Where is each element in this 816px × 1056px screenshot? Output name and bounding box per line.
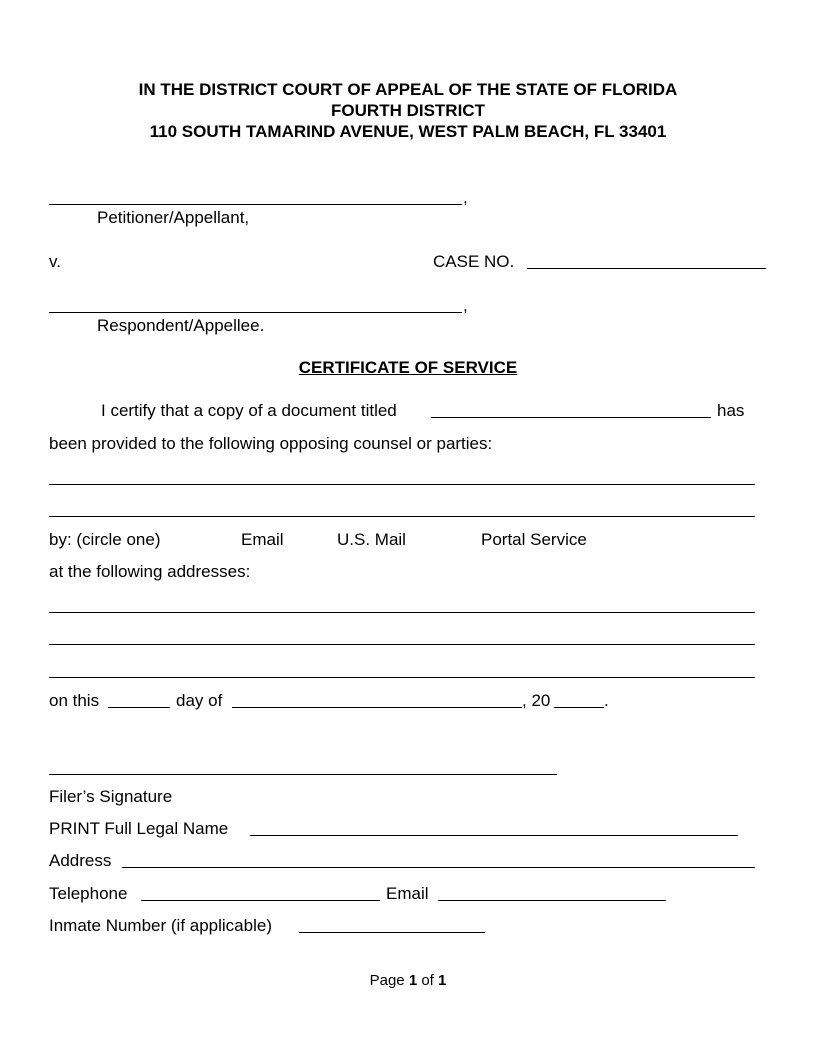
month-line[interactable]	[232, 707, 522, 708]
by-label: by: (circle one)	[49, 530, 161, 549]
counsel-line-1[interactable]	[49, 484, 755, 485]
telephone-line[interactable]	[141, 900, 380, 901]
address-line-2[interactable]	[49, 644, 755, 645]
counsel-line-2[interactable]	[49, 516, 755, 517]
email-line[interactable]	[438, 900, 666, 901]
year-prefix: , 20	[522, 691, 551, 710]
telephone-label: Telephone	[49, 884, 128, 903]
page-word: Page	[369, 972, 405, 989]
versus-label: v.	[49, 252, 61, 271]
date-period: .	[604, 691, 609, 710]
print-name-line[interactable]	[250, 835, 738, 836]
signature-line[interactable]	[49, 774, 557, 775]
petitioner-comma: ,	[463, 188, 468, 207]
page-indicator	[0, 972, 816, 990]
petitioner-name-line[interactable]	[49, 204, 462, 205]
court-name: IN THE DISTRICT COURT OF APPEAL OF THE STATE OF FLORIDA	[138, 80, 678, 99]
filer-signature-label: Filer’s Signature	[49, 787, 173, 806]
address-line-1[interactable]	[49, 612, 755, 613]
print-name-label: PRINT Full Legal Name	[49, 819, 229, 838]
respondent-name-line[interactable]	[49, 312, 462, 313]
respondent-label: Respondent/Appellee.	[97, 316, 265, 335]
method-portal-option[interactable]: Portal Service	[481, 530, 587, 549]
respondent-comma: ,	[463, 296, 468, 315]
case-number-label: CASE NO.	[433, 252, 515, 271]
address-field-line[interactable]	[122, 867, 755, 868]
document-title: CERTIFICATE OF SERVICE	[298, 358, 518, 377]
address-line-3[interactable]	[49, 677, 755, 678]
email-label: Email	[386, 884, 429, 903]
document-title-line[interactable]	[431, 417, 711, 418]
court-address: 110 SOUTH TAMARIND AVENUE, WEST PALM BEACH, FL 33401	[149, 122, 667, 141]
of-word: of	[421, 972, 434, 989]
current-page: 1	[408, 972, 418, 989]
provided-line: been provided to the following opposing counsel or parties:	[49, 434, 493, 453]
day-line[interactable]	[108, 707, 170, 708]
addresses-label: at the following addresses:	[49, 562, 251, 581]
inmate-number-label: Inmate Number (if applicable)	[49, 916, 272, 935]
certify-suffix: has	[717, 401, 745, 420]
day-of-label: day of	[176, 691, 223, 710]
address-label: Address	[49, 851, 112, 870]
total-pages: 1	[438, 972, 447, 989]
certify-prefix: I certify that a copy of a document titled	[101, 401, 397, 420]
year-line[interactable]	[554, 707, 604, 708]
petitioner-label: Petitioner/Appellant,	[97, 208, 250, 227]
on-this-label: on this	[49, 691, 100, 710]
case-number-line[interactable]	[527, 268, 766, 269]
method-mail-option[interactable]: U.S. Mail	[337, 530, 406, 549]
district-name: FOURTH DISTRICT	[331, 101, 485, 120]
method-email-option[interactable]: Email	[241, 530, 284, 549]
inmate-number-line[interactable]	[299, 932, 485, 933]
